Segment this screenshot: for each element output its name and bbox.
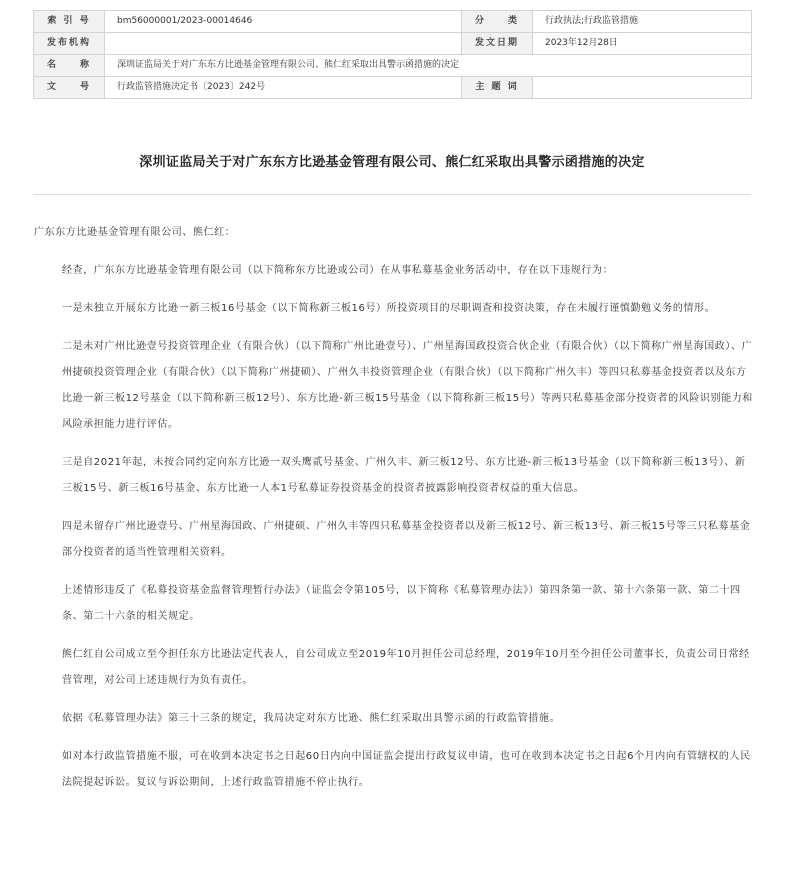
category-label: 分 类 (462, 11, 533, 33)
document-name-label: 名 称 (34, 55, 105, 77)
body-paragraph: 二是未对广州比逊壹号投资管理企业（有限合伙）（以下简称广州比逊壹号）、广州星海国政投资合伙企业（有限合伙）（以下简称广州星海国政）、广州捷硕投资管理企业（有限合伙）（以下简称广州捷硕）、广州久丰投资管理企业（有限合伙）（以下简称广州久丰）等四只私募基金投资者以及东方比逊一新三板12号基金（以下简称新三板12号）、东方比逊-新三板15号基金（以下简称新三板15号）等两只私募基金部分投资者的风险识别能力和风险承担能力进行评估。 (62, 341, 753, 430)
document-name-value: 深圳证监局关于对广东东方比逊基金管理有限公司、熊仁红采取出具警示函措施的决定 (105, 55, 752, 77)
metadata-row (34, 55, 752, 77)
category-value: 行政执法;行政监管措施 (533, 11, 752, 33)
body-paragraph: 一是未独立开展东方比逊一新三板16号基金（以下简称新三板16号）所投资项目的尽职调查和投资决策，存在未履行谨慎勤勉义务的情形。 (62, 303, 716, 314)
document-number-label: 文 号 (34, 77, 105, 99)
keywords-value (533, 77, 752, 99)
body-paragraph: 上述情形违反了《私募投资基金监督管理暂行办法》（证监会令第105号，以下简称《私募管理办法》）第四条第一款、第十六条第一款、第二十四条、第二十六条的相关规定。 (62, 585, 741, 622)
keywords-label: 主 题 词 (462, 77, 533, 99)
document-number-value: 行政监管措施决定书〔2023〕242号 (105, 77, 462, 99)
metadata-row (34, 11, 752, 33)
body-paragraph: 依据《私募管理办法》第三十三条的规定，我局决定对东方比逊、熊仁红采取出具警示函的行政监管措施。 (62, 713, 561, 724)
body-paragraph: 三是自2021年起，未按合同约定向东方比逊一双头鹰贰号基金、广州久丰、新三板12号、东方比逊-新三板13号基金（以下简称新三板13号）、新三板15号、新三板16号基金、东方比逊一人本1号私募证券投资基金的投资者披露影响投资者权益的重大信息。 (62, 457, 746, 494)
index-number-label: 索 引 号 (34, 11, 105, 33)
document-title: 深圳证监局关于对广东东方比逊基金管理有限公司、熊仁红采取出具警示函措施的决定 (139, 155, 645, 170)
issue-date-label: 发文日期 (462, 33, 533, 55)
metadata-row (34, 77, 752, 99)
index-number-value: bm56000001/2023-00014646 (105, 11, 462, 33)
metadata-row (34, 33, 752, 55)
body-paragraph: 经查，广东东方比逊基金管理有限公司（以下简称东方比逊或公司）在从事私募基金业务活动中，存在以下违规行为： (62, 265, 614, 276)
document-metadata-table (33, 10, 752, 99)
document-body (34, 220, 754, 796)
body-paragraph: 如对本行政监管措施不服，可在收到本决定书之日起60日内向中国证监会提出行政复议申请，也可在收到本决定书之日起6个月内向有管辖权的人民法院提起诉讼。复议与诉讼期间，上述行政监管措施不停止执行。 (62, 751, 751, 788)
issuing-agency-label: 发布机构 (34, 33, 105, 55)
title-divider (33, 194, 751, 195)
issue-date-value: 2023年12月28日 (533, 33, 752, 55)
salutation: 广东东方比逊基金管理有限公司、熊仁红： (34, 227, 236, 238)
body-paragraph: 熊仁红自公司成立至今担任东方比逊法定代表人，自公司成立至2019年10月担任公司总经理，2019年10月至今担任公司董事长，负责公司日常经营管理，对公司上述违规行为负有责任。 (62, 649, 750, 686)
body-paragraph: 四是未留存广州比逊壹号、广州星海国政、广州捷硕、广州久丰等四只私募基金投资者以及新三板12号、新三板13号、新三板15号等三只私募基金部分投资者的适当性管理相关资料。 (62, 521, 751, 558)
issuing-agency-value (105, 33, 462, 55)
